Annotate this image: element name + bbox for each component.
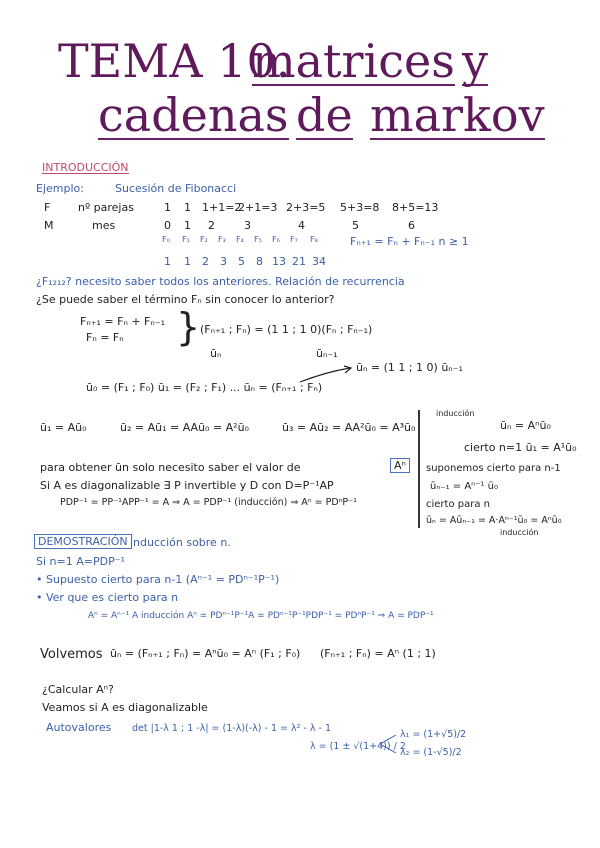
right-line1: suponemos cierto para n-1 bbox=[426, 463, 561, 474]
demo-line1: Si n=1 A=PDP⁻¹ bbox=[36, 555, 125, 568]
row-m-label: M bbox=[44, 219, 54, 232]
intro-heading: INTRODUCCIÓN bbox=[42, 161, 129, 174]
un-general: ūₙ = Aⁿū₀ bbox=[500, 419, 551, 432]
u1-eq: ū₁ = Aū₀ bbox=[40, 421, 87, 434]
calc-line1: Veamos si A es diagonalizable bbox=[42, 701, 208, 714]
cierto-n1: cierto n=1 ū₁ = A¹ū₀ bbox=[464, 441, 577, 454]
left-line3: PDP⁻¹ = PP⁻¹APP⁻¹ = A ⇒ A = PDP⁻¹ (inducción) ⇒ Aⁿ = PDⁿP⁻¹ bbox=[60, 497, 357, 508]
f-val: 2+1=3 bbox=[238, 201, 278, 214]
system-line1: Fₙ₊₁ = Fₙ + Fₙ₋₁ bbox=[80, 315, 165, 328]
demo-line2: • Supuesto cierto para n-1 (Aⁿ⁻¹ = PDⁿ⁻¹P⁻¹) bbox=[36, 573, 280, 586]
title-matrices: matrices bbox=[252, 34, 455, 88]
right-line3: cierto para n bbox=[426, 499, 490, 510]
arrow-icon bbox=[298, 364, 354, 384]
fib-val: 13 bbox=[272, 255, 286, 268]
fib-val: 8 bbox=[256, 255, 263, 268]
m-val: 3 bbox=[244, 219, 251, 232]
f-val: 1+1=2 bbox=[202, 201, 242, 214]
volvemos-eq: ūₙ = (Fₙ₊₁ ; Fₙ) = Aⁿū₀ = Aⁿ (F₁ ; F₀) bbox=[110, 647, 301, 660]
demo-sub: inducción sobre n. bbox=[130, 536, 231, 549]
un-label: ūₙ bbox=[210, 347, 222, 360]
demo-line3: • Ver que es cierto para n bbox=[36, 591, 179, 604]
fib-val: 3 bbox=[220, 255, 227, 268]
f-val: 5+3=8 bbox=[340, 201, 380, 214]
row-f-desc: nº parejas bbox=[78, 201, 134, 214]
m-val: 1 bbox=[184, 219, 191, 232]
m-val: 2 bbox=[208, 219, 215, 232]
m-val: 0 bbox=[164, 219, 171, 232]
m-val: 4 bbox=[298, 219, 305, 232]
u2-eq: ū₂ = Aū₁ = AAū₀ = A²ū₀ bbox=[120, 421, 249, 434]
vectors: ū₀ = (F₁ ; F₀) ū₁ = (F₂ ; F₁) ... ūₙ = (Fₙ₊₁ ; Fₙ) bbox=[86, 381, 323, 394]
left-line1: para obtener ūn solo necesito saber el valor de bbox=[40, 461, 301, 474]
volvemos-label: Volvemos bbox=[40, 647, 103, 662]
title-de: de bbox=[296, 88, 353, 142]
fn-label: F₈ bbox=[310, 235, 318, 244]
question-2: ¿Se puede saber el término Fₙ sin conocer lo anterior? bbox=[36, 293, 335, 306]
u3-eq: ū₃ = Aū₂ = AA²ū₀ = A³ū₀ bbox=[282, 421, 416, 434]
fib-val: 1 bbox=[164, 255, 171, 268]
title-line1: TEMA 10. bbox=[58, 34, 291, 88]
right-line5: inducción bbox=[500, 528, 539, 537]
demo-heading: DEMOSTRACIÓN bbox=[34, 534, 132, 549]
fib-val: 2 bbox=[202, 255, 209, 268]
fn-label: F₂ bbox=[200, 235, 208, 244]
fn-label: F₇ bbox=[290, 235, 298, 244]
fn-label: F₅ bbox=[254, 235, 262, 244]
m-val: 6 bbox=[408, 219, 415, 232]
row-m-desc: mes bbox=[92, 219, 116, 232]
divider bbox=[418, 410, 420, 528]
brace: } bbox=[176, 305, 201, 349]
eigen-label: Autovalores bbox=[46, 721, 112, 734]
recurrence: Fₙ₊₁ = Fₙ + Fₙ₋₁ n ≥ 1 bbox=[350, 235, 469, 248]
fib-val: 34 bbox=[312, 255, 326, 268]
title-markov: markov bbox=[370, 88, 545, 142]
row-f-label: F bbox=[44, 201, 51, 214]
m-val: 5 bbox=[352, 219, 359, 232]
example-subject: Sucesión de Fibonacci bbox=[115, 182, 237, 195]
system-line2: Fₙ = Fₙ bbox=[86, 331, 124, 344]
title-y: y bbox=[462, 34, 488, 88]
fib-val: 1 bbox=[184, 255, 191, 268]
f-val: 8+5=13 bbox=[392, 201, 439, 214]
right-line2: ūₙ₋₁ = Aⁿ⁻¹ ū₀ bbox=[430, 481, 498, 492]
example-label: Ejemplo: bbox=[36, 182, 84, 195]
fn-label: F₀ bbox=[162, 235, 170, 244]
An-box: Aⁿ bbox=[390, 458, 410, 473]
fib-val: 5 bbox=[238, 255, 245, 268]
result-eq: ūₙ = (1 1 ; 1 0) ūₙ₋₁ bbox=[356, 361, 463, 374]
branch-arrow-icon bbox=[378, 732, 400, 756]
lambda1: λ₁ = (1+√5)/2 bbox=[400, 729, 467, 740]
induccion-note: inducción bbox=[436, 409, 475, 418]
eigen-eq: det |1-λ 1 ; 1 -λ| = (1-λ)(-λ) - 1 = λ² - λ - 1 bbox=[132, 723, 332, 734]
lambda2: λ₂ = (1-√5)/2 bbox=[400, 747, 462, 758]
fib-val: 21 bbox=[292, 255, 306, 268]
left-line2: Si A es diagonalizable ∃ P invertible y D con D=P⁻¹AP bbox=[40, 479, 334, 492]
fn-label: F₆ bbox=[272, 235, 280, 244]
matrix-equation: (Fₙ₊₁ ; Fₙ) = (1 1 ; 1 0)(Fₙ ; Fₙ₋₁) bbox=[200, 323, 373, 336]
lambda-formula: λ = (1 ± √(1+4)) / 2 bbox=[310, 741, 406, 752]
f-val: 1 bbox=[184, 201, 191, 214]
title-cadenas: cadenas bbox=[98, 88, 289, 142]
right-line4: ūₙ = Aūₙ₋₁ = A·Aⁿ⁻¹ū₀ = Aⁿū₀ bbox=[426, 515, 562, 526]
question-1: ¿F₁₂₁₂? necesito saber todos los anteriores. Relación de recurrencia bbox=[36, 275, 405, 288]
f-val: 2+3=5 bbox=[286, 201, 326, 214]
fn-label: F₃ bbox=[218, 235, 226, 244]
f-val: 1 bbox=[164, 201, 171, 214]
demo-line4: Aⁿ = Aⁿ⁻¹ A inducción Aⁿ = PDⁿ⁻¹P⁻¹A = PDⁿ⁻¹P⁻¹PDP⁻¹ = PDⁿP⁻¹ ⇒ A = PDP⁻¹ bbox=[88, 611, 434, 621]
un1-label: ūₙ₋₁ bbox=[316, 347, 338, 360]
calc-question: ¿Calcular Aⁿ? bbox=[42, 683, 114, 696]
fn-label: F₄ bbox=[236, 235, 244, 244]
volvemos-eq2: (Fₙ₊₁ ; Fₙ) = Aⁿ (1 ; 1) bbox=[320, 647, 436, 660]
fn-label: F₁ bbox=[182, 235, 190, 244]
